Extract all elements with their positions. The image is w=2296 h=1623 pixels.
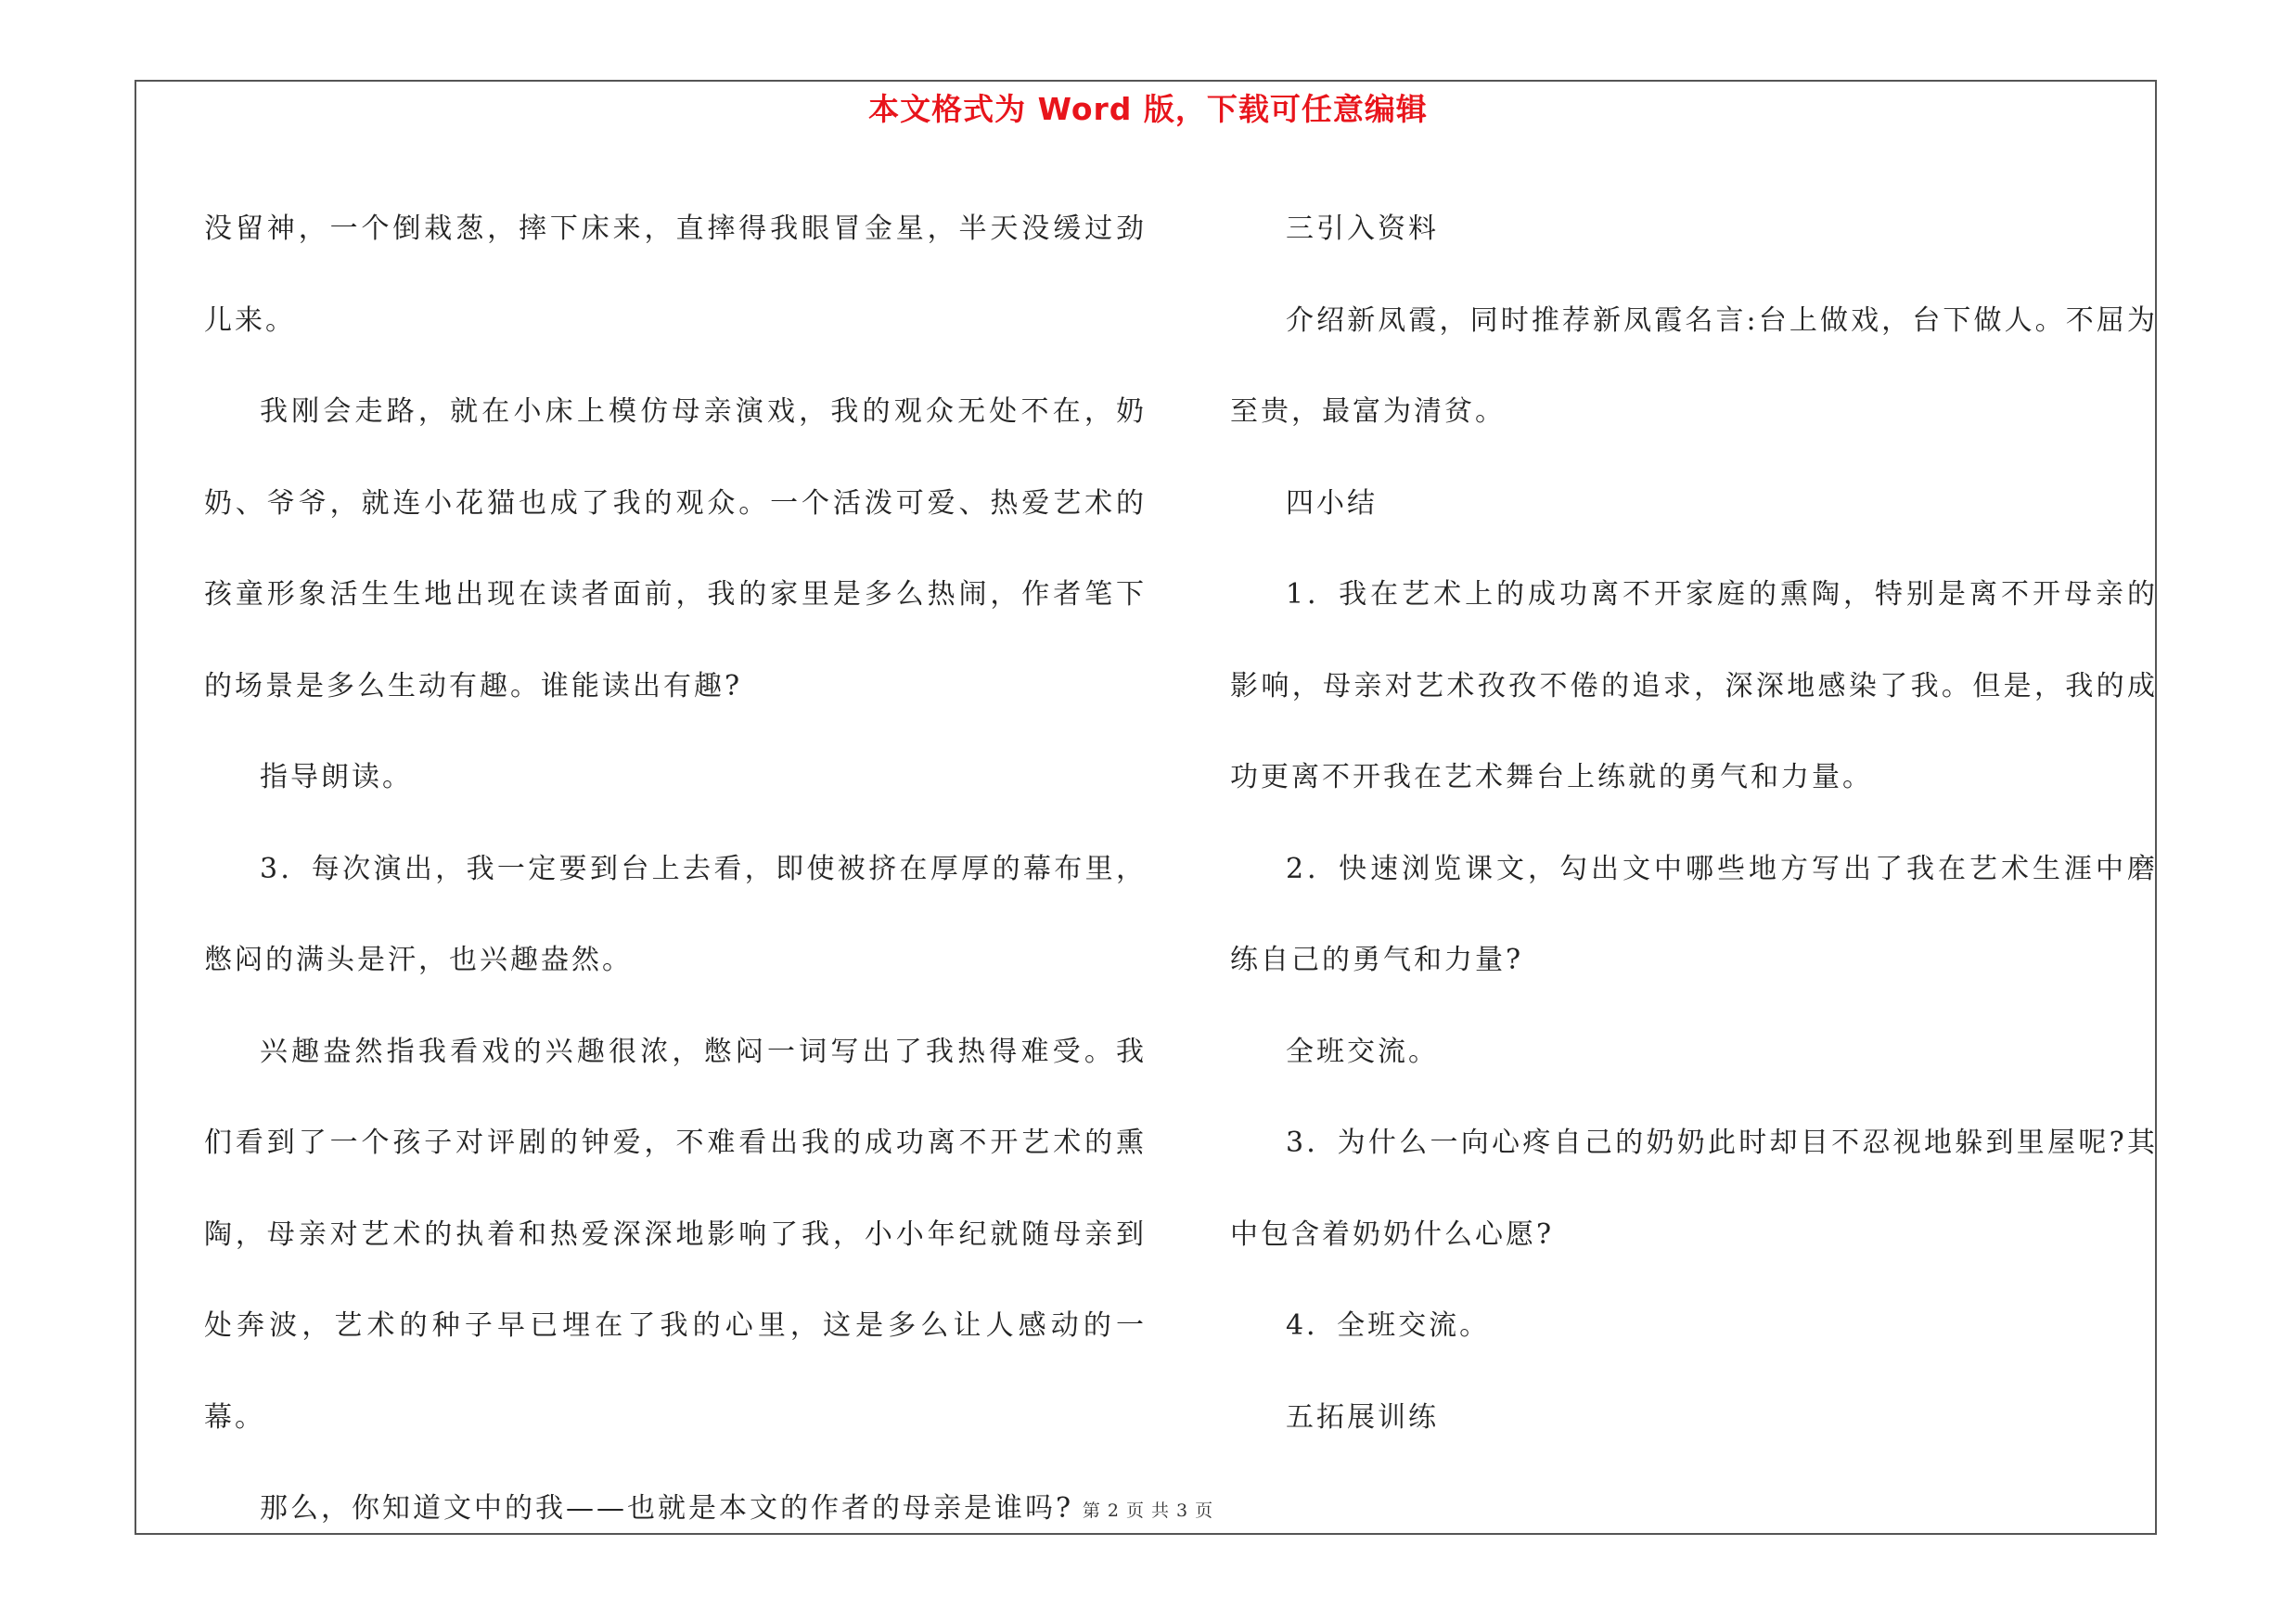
section-heading: 四小结 — [1286, 486, 1378, 520]
paragraph: 4．全班交流。 — [1286, 1309, 1491, 1342]
paragraph: 介绍新凤霞，同时推荐新凤霞名言:台上做戏，台下做人。不屈为至贵，最富为清贫。 — [1230, 303, 2158, 428]
paragraph: 1．我在艺术上的成功离不开家庭的熏陶，特别是离不开母亲的影响，母亲对艺术孜孜不倦的追求，深深地感染了我。但是，我的成功更离不开我在艺术舞台上练就的勇气和力量。 — [1230, 578, 2158, 793]
format-banner: 本文格式为 Word 版，下载可任意编辑 — [868, 91, 1428, 127]
section-heading: 三引入资料 — [1286, 213, 1439, 245]
left-column — [204, 184, 1147, 1555]
paragraph: 2．快速浏览课文，勾出文中哪些地方写出了我在艺术生涯中磨练自己的勇气和力量? — [1230, 852, 2158, 976]
right-column — [1230, 184, 2158, 1463]
paragraph: 我刚会走路，就在小床上模仿母亲演戏，我的观众无处不在，奶奶、爷爷，就连小花猫也成了我的观众。一个活泼可爱、热爱艺术的孩童形象活生生地出现在读者面前，我的家里是多么热闹，作者笔下的场景是多么生动有趣。谁能读出有趣? — [204, 395, 1147, 702]
paragraph: 没留神，一个倒栽葱，摔下床来，直摔得我眼冒金星，半天没缓过劲儿来。 — [204, 213, 1147, 337]
paragraph: 3．为什么一向心疼自己的奶奶此时却目不忍视地躲到里屋呢?其中包含着奶奶什么心愿? — [1230, 1127, 2158, 1251]
paragraph: 那么，你知道文中的我——也就是本文的作者的母亲是谁吗? — [260, 1492, 1074, 1525]
paragraph: 3．每次演出，我一定要到台上去看，即使被挤在厚厚的幕布里，憋闷的满头是汗，也兴趣盎然。 — [204, 852, 1147, 976]
page-number-footer: 第 2 页 共 3 页 — [1082, 1501, 1214, 1521]
paragraph: 指导朗读。 — [260, 761, 413, 793]
section-heading: 五拓展训练 — [1286, 1400, 1439, 1434]
paragraph: 全班交流。 — [1286, 1035, 1439, 1068]
paragraph: 兴趣盎然指我看戏的兴趣很浓，憋闷一词写出了我热得难受。我们看到了一个孩子对评剧的钟爱，不难看出我的成功离不开艺术的熏陶，母亲对艺术的执着和热爱深深地影响了我，小小年纪就随母亲到处奔波，艺术的种子早已埋在了我的心里，这是多么让人感动的一幕。 — [204, 1035, 1147, 1434]
